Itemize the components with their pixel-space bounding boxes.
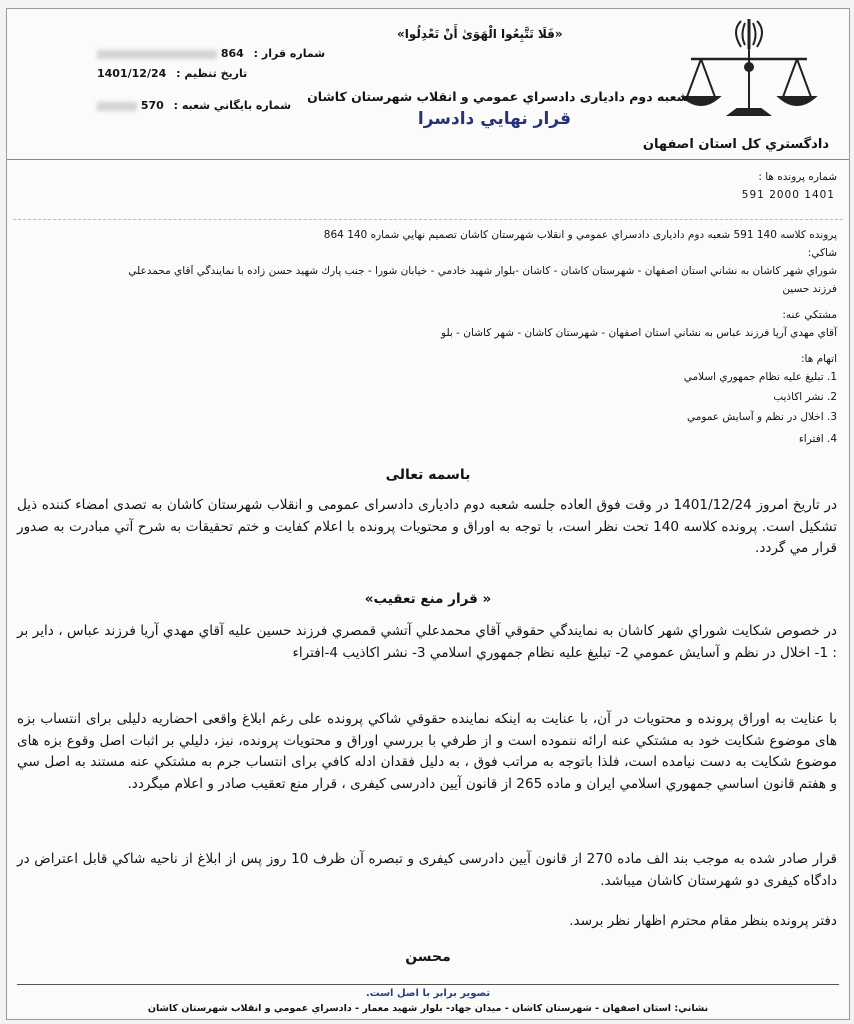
divider xyxy=(13,219,843,220)
redaction-blur xyxy=(97,50,217,59)
document-page xyxy=(6,8,850,1020)
charge-item: 4. افتراء xyxy=(798,433,837,445)
certification-note: تصوير برابر با اصل است. xyxy=(365,988,491,999)
file-numbers-label: شماره پرونده ها : xyxy=(758,171,837,183)
archive-number-value: 570 xyxy=(140,99,164,112)
iran-emblem-scales-icon xyxy=(679,15,819,125)
charge-item: 3. اخلال در نظم و آسايش عمومي xyxy=(686,411,837,423)
issue-date: تاريخ تنظيم : 1401/12/24 xyxy=(97,67,248,80)
file-numbers-value: 1401 2000 591 xyxy=(741,189,835,201)
accused-label: مشتكي عنه: xyxy=(782,309,837,321)
bismillah-heading: باسمه تعالى xyxy=(385,467,471,483)
issue-date-value: 1401/12/24 xyxy=(97,67,167,80)
charges-label: اتهام ها: xyxy=(801,353,837,365)
charge-item: 1. تبليغ عليه نظام جمهوري اسلامي xyxy=(683,371,837,383)
header-divider xyxy=(7,159,849,160)
paragraph-complaint: در خصوص شكايت شوراي شهر كاشان به نمايندگي حقوقي آقاي محمدعلي آتشي قمصري فرزند حسين عليه آقاي مهدي آريا فرزند عباس ، داير بر : 1- اخلال در نظم و آسايش عمومي 2- تبليغ عليه نظام جمهوري اسلامي 3- نشر اكاذيب 4-افتراء xyxy=(17,623,837,661)
signature-name: محسن xyxy=(405,949,451,965)
paragraph-appeal: قرار صادر شده به موجب بند الف ماده 270 از قانون آيين دادرسى كيفرى و تبصره آن ظرف 10 روز پس از ابلاغ از ناحيه شاكي قابل اعتراض در دادگاه كيفرى دو شهرستان كاشان ميباشد. xyxy=(17,851,837,889)
charge-item: 2. نشر اكاذيب xyxy=(773,391,837,403)
footer-address: نشاني: استان اصفهان - شهرستان كاشان - ميدان جهاد- بلوار شهيد معمار - دادسراي عمومي و انقلاب شهرستان كاشان xyxy=(147,1003,709,1014)
decision-number-value: 864 xyxy=(220,47,244,60)
archive-number: شماره بايگاني شعبه : 570 xyxy=(97,99,291,112)
redaction-blur xyxy=(97,102,137,111)
accused-line: آقاي مهدي آريا فرزند عباس به نشاني استان اصفهان - شهرستان كاشان - شهر كاشان - بلو xyxy=(441,327,837,339)
decision-number: شماره قرار : 864 xyxy=(97,47,325,60)
complainant-line-2: فرزند حسين xyxy=(782,283,837,295)
quran-verse: «فَلَا تَتَّبِعُوا الْهَوَىٰ أَنْ تَعْدِلُوا» xyxy=(397,27,563,41)
complainant-line: شوراي شهر كاشان به نشاني استان اصفهان - شهرستان كاشان - كاشان -بلوار شهيد خادمي - خيابان شورا - جنب پارك شهيد حسن زاده با نمايندگي آقاي محمدعلي xyxy=(128,265,837,277)
case-line: پرونده كلاسه 140 591 شعبه دوم داديارى دادسراي عمومي و انقلاب شهرستان كاشان تصميم نهايي شماره 140 864 xyxy=(323,229,837,241)
paragraph-referral: دفتر پرونده بنظر مقام محترم اظهار نظر برسد. xyxy=(569,913,837,929)
court-name: دادگستري كل استان اصفهان xyxy=(642,137,829,152)
complainant-label: شاكي: xyxy=(807,247,837,259)
paragraph-reasoning: با عنايت به اوراق پرونده و محتويات در آن، با عنايت به اينكه نماينده حقوقي شاكي پرونده على رغم ابلاغ واقعى احضاريه دليلى براى انتساب بزه هاى موضوع شكايت خود به مشتكي عنه ارائه ننموده است و از طرفي با بررسي اوراق و محتويات پرونده، نيز، دليلي بر اثبات اصل وقوع بزه هاى موضوع شكايت به دست نيامده است، فلذا باتوجه به مراتب فوق ، به دليل فقدان ادله كافي براى انتساب جرم به مشتكي عنه مستند به اصل سي و هفتم قانون اساسي جمهوري اسلامي ايران و ماده 265 از قانون آيين دادرسى كيفرى ، قرار منع تعقيب صادر و اعلام ميگردد. xyxy=(17,711,837,792)
branch-name: شعبه دوم داديارى دادسراي عمومي و انقلاب شهرستان كاشان xyxy=(307,89,689,104)
document-title: قرار نهايي دادسرا xyxy=(417,109,571,129)
footer-divider xyxy=(17,984,839,985)
decision-heading: « قرار منع تعقيب» xyxy=(364,591,492,607)
intro-paragraph: در تاريخ امروز 1401/12/24 در وقت فوق العاده جلسه شعبه دوم داديارى دادسراى عمومى و انقلاب شهرستان كاشان به تصدى امضاء كننده ذيل تشكيل است. پرونده كلاسه 140 تحت نظر است، با توجه به اوراق و محتويات پرونده با اعلام كفايت و ختم تحقيقات به شرح آتي مبادرت به صدور قرار مي گردد. xyxy=(17,497,837,556)
